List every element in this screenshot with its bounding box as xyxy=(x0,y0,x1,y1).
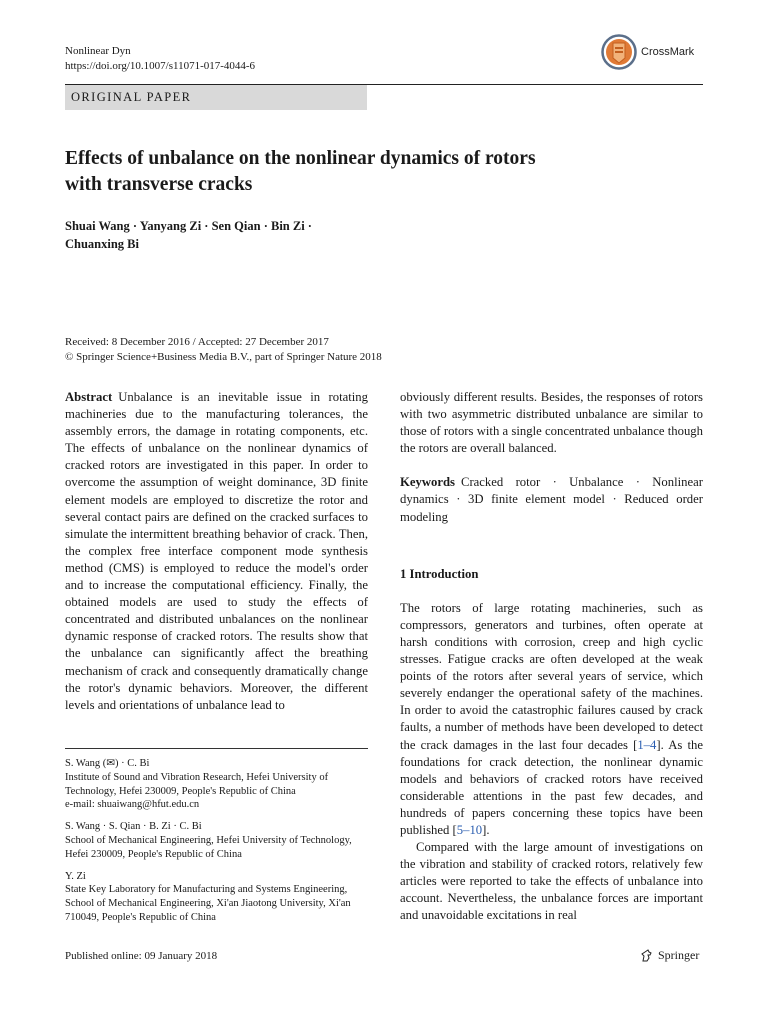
section-heading-introduction: 1 Introduction xyxy=(400,566,479,581)
footnote-1-email[interactable]: e-mail: shuaiwang@hfut.edu.cn xyxy=(65,799,200,811)
author-list xyxy=(65,217,445,253)
abstract-heading: Abstract xyxy=(65,390,113,404)
crossmark-label: CrossMark xyxy=(641,46,695,58)
intro-p1-a: The rotors of large rotating machineries, such as compressors, generators and turbines, often operate at harsh conditions with corrosion, creep and high cyclic stresses. Fatigue cracks are often developed at the weak points of the rotors after several years of service, which severely endanger the operational safety of the machines. In order to avoid the catastrophic failures caused by crack faults, a number of methods have been developed to detect the crack damages in the last four decades [ xyxy=(400,600,703,752)
intro-p1-c: ]. xyxy=(482,822,490,837)
footnote-1 xyxy=(65,757,368,812)
keywords-text: Cracked rotor · Unbalance · Nonlinear dynamics · 3D finite element model · Reduced order modeling xyxy=(400,475,703,524)
keywords xyxy=(400,474,703,525)
title-line-1: Effects of unbalance on the nonlinear dynamics of rotors xyxy=(65,148,536,169)
copyright-line: © Springer Science+Business Media B.V., part of Springer Nature 2018 xyxy=(65,351,382,363)
reference-link-5-10[interactable]: 5–10 xyxy=(456,822,483,837)
author-footnotes xyxy=(65,757,368,933)
publication-dates xyxy=(65,335,565,365)
crossmark-icon xyxy=(601,34,637,70)
paper-type-banner: ORIGINAL PAPER xyxy=(65,85,367,110)
journal-header xyxy=(65,44,255,74)
crossmark-badge[interactable] xyxy=(601,34,721,70)
springer-horse-icon xyxy=(640,949,654,963)
intro-paragraph-2: Compared with the large amount of investigations on the vibration and stability of cracked rotors, relatively few articles were reported to take the effects of unbalance into account. Nevertheless, the unbalance forces are important and unavoidable excitations in real xyxy=(400,840,703,923)
doi-link[interactable]: https://doi.org/10.1007/s11071-017-4044-6 xyxy=(65,60,256,72)
left-column xyxy=(65,389,368,714)
footnote-3 xyxy=(65,870,368,925)
abstract-text: Unbalance is an inevitable issue in rotating machineries due to the manufacturing tolerances, the assembly errors, the damage in rotating components, etc. The effects of unbalance on the nonlinear dynamics of cracked rotors are investigated in this paper. In order to overcome the assumption of weight dominance, 3D finite element models are employed to discretize the rotor and several contact pairs are defined on the cracked surfaces to simulate the intermittent breathing behavior of crack. Then, the complex free interface component mode synthesis method (CMS) is employed to reduce the model's order and to increase the computational efficiency. Finally, the obtained models are used to study the effects of concentrated and distributed unbalances on the nonlinear dynamic response of cracked rotors. The results show that the unbalance can significantly affect the breathing mechanism of crack and consequently dramatically change the rotor's dynamic behaviors. Moreover, the different levels and orientations of unbalance lead to xyxy=(65,390,368,712)
springer-logo xyxy=(640,948,699,963)
paper-title xyxy=(65,146,665,198)
footnote-1-affiliation: Institute of Sound and Vibration Research, Hefei University of Technology, Hefei 230009, People's Republic of China xyxy=(65,771,329,797)
footnote-1-authors: S. Wang (✉) · C. Bi xyxy=(65,758,150,769)
footnote-2-authors: S. Wang · S. Qian · B. Zi · C. Bi xyxy=(65,821,202,833)
footnote-2 xyxy=(65,820,368,861)
authors-line-2: Chuanxing Bi xyxy=(65,237,139,251)
received-accepted: Received: 8 December 2016 / Accepted: 27 December 2017 xyxy=(65,336,329,348)
right-column xyxy=(400,389,703,925)
abstract xyxy=(65,389,368,714)
footnote-2-affiliation: School of Mechanical Engineering, Hefei University of Technology, Hefei 230009, People's Republic of China xyxy=(65,834,352,860)
footnote-3-authors: Y. Zi xyxy=(65,870,86,882)
footnote-rule xyxy=(65,748,368,749)
abstract-continuation: obviously different results. Besides, the responses of rotors with two asymmetric distributed unbalance are similar to those of rotors with a single concentrated unbalance though the rotors are overall balanced. xyxy=(400,390,703,456)
reference-link-1-4[interactable]: 1–4 xyxy=(637,737,657,752)
published-online: Published online: 09 January 2018 xyxy=(65,950,218,962)
intro-paragraph-1 xyxy=(400,600,703,839)
springer-label: Springer xyxy=(658,948,700,962)
keywords-heading: Keywords xyxy=(400,475,455,490)
journal-name: Nonlinear Dyn xyxy=(65,45,131,57)
title-line-2: with transverse cracks xyxy=(65,174,253,195)
intro-p1-b: ]. As the foundations for crack detection, the nonlinear dynamic models and behaviors of cracked rotors have received considerable attentions in the past few decades, and hundreds of papers concerning these topics have been published [ xyxy=(400,737,704,837)
authors-line-1: Shuai Wang · Yanyang Zi · Sen Qian · Bin Zi · xyxy=(65,219,312,233)
footnote-3-affiliation: State Key Laboratory for Manufacturing and Systems Engineering, School of Mechanical Engineering, Xi'an Jiaotong University, Xi'an 710049, People's Republic of China xyxy=(65,884,351,923)
